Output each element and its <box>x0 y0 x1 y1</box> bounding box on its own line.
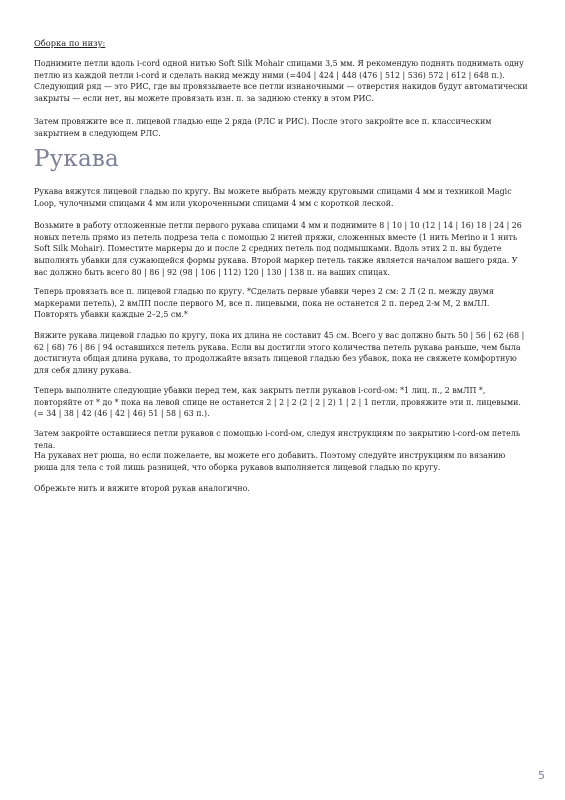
sleeves-paragraph-2: Возьмите в работу отложенные петли первого рукава спицами 4 мм и поднимите 8 | 10 | 10 (12 | 14 | 16) 18 | 24 | 26 новых петель прямо из петель подреза тела с помощью 2 нитей пряжи, сложенных вместе (1 нить Merino и 1 нить Soft Silk Mohair). Поместите маркеры до и после 2 средних петель под подмышками. Вдоль этих 2 п. вы будете выполнять убавки для сужающейся формы рукава. Второй маркер петель также является началом вашего ряда. У вас должно быть всего 80 | 86 | 92 (98 | 106 | 112) 120 | 130 | 138 п. на ваших спицах. <box>34 221 522 277</box>
hem-paragraph-2: Затем провяжите все п. лицевой гладью еще 2 ряда (РЛС и РИС). После этого закройте все п. классическим закрытием в следующем РЛС. <box>34 117 492 138</box>
sleeves-paragraph-7: На рукавах нет рюша, но если пожелаете, вы можете его добавить. Поэтому следуйте инструкциям по вязанию рюша для тела с той лишь разницей, что оборка рукавов выполняется лицевой гладью по кругу. <box>34 451 506 472</box>
sleeves-paragraph-4: Вяжите рукава лицевой гладью по кругу, пока их длина не составит 45 см. Всего у вас должно быть 50 | 56 | 62 (68 | 62 | 68) 76 | 86 | 94 оставшихся петель рукава. Если вы достигли этого количества петель рукава раньше, чем была достигнута общая длина рукава, то продолжайте вязать лицевой гладью без убавок, пока не свяжете комфортную для себя длину рукава. <box>34 331 525 376</box>
sleeves-paragraph-6: Затем закройте оставшиеся петли рукавов с помощью i-cord-ом, следуя инструкциям по закрытию i-cord-ом петель тела. <box>34 429 521 450</box>
sleeves-paragraph-5: Теперь выполните следующие убавки перед тем, как закрыть петли рукавов i-cord-ом: *1 лиц. п., 2 вмЛП *, повторяйте от * до * пока на левой спице не останется 2 | 2 | 2 (2 | 2 | 2) 1 | 2 | 1 петли, провяжите эти п. лицевыми. (= 34 | 38 | 42 (46 | 42 | 46) 51 | 58 | 63 п.). <box>34 386 521 419</box>
sleeves-paragraph-1: Рукава вяжутся лицевой гладью по кругу. Вы можете выбрать между круговыми спицами 4 мм и техникой Magic Loop, чулочными спицами 4 мм или укороченными спицами 4 мм с короткой леской. <box>34 187 512 208</box>
sleeves-paragraph-3: Теперь провязать все п. лицевой гладью по кругу. *Сделать первые убавки через 2 см: 2 Л (2 п. между двумя маркерами петель), 2 вмЛП после первого М, все п. лицевыми, пока не останется 2 п. перед 2-м М, 2 вмЛЛ. Повторять убавки каждые 2–2,5 см.* <box>34 287 494 320</box>
page-number: 5 <box>538 769 545 782</box>
hem-subheading: Оборка по низу: <box>34 38 106 48</box>
section-heading-sleeves: Рукава <box>34 146 119 172</box>
sleeves-paragraph-8: Обрежьте нить и вяжите второй рукав аналогично. <box>34 484 250 493</box>
hem-paragraph-1: Поднимите петли вдоль i-cord одной нитью Soft Silk Mohair спицами 3,5 мм. Я рекомендую поднять поднимать одну петлю из каждой петли i-cord и сделать накид между ними (=404 | 424 | 448 (476 | 512 | 536) 572 | 612 | 648 п.). Следующий ряд — это РИС, где вы провязываете все петли изнаночными — отверстия накидов будут автоматически закрыты — если нет, вы можете провязать изн. п. за заднюю стенку в этом РИС. <box>34 59 528 104</box>
